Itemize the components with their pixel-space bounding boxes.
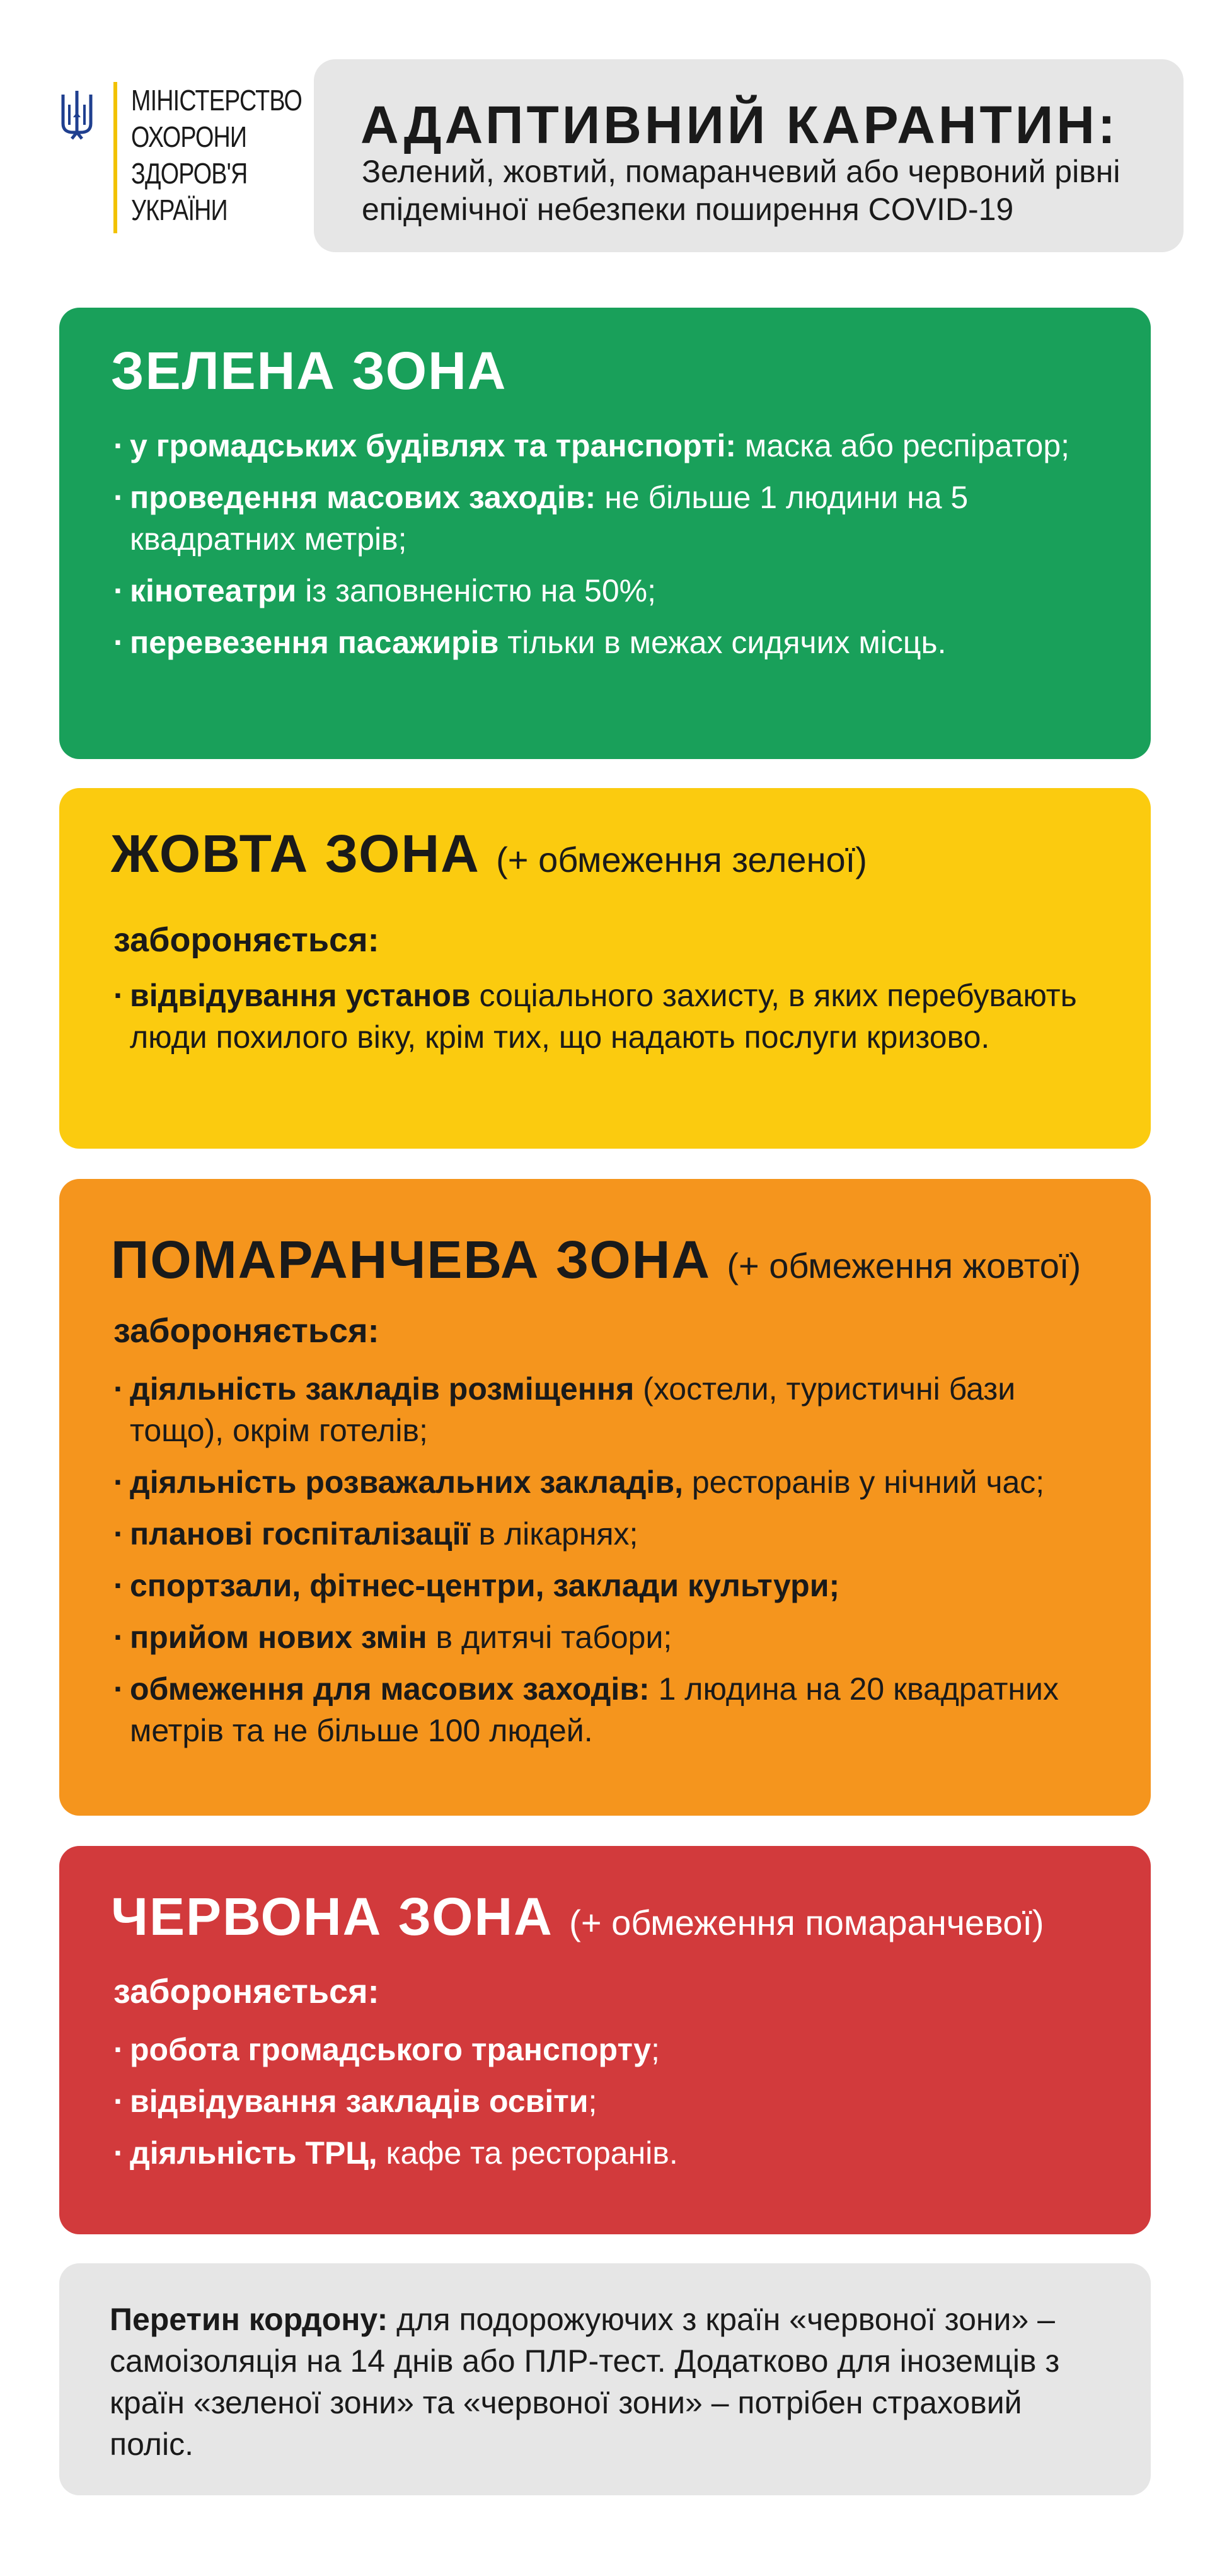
zone-title-suffix: (+ обмеження жовтої) xyxy=(727,1246,1081,1285)
ministry-name xyxy=(131,82,339,228)
bullet-icon: · xyxy=(113,480,124,515)
item-text: не більше 1 людини на 5 квадратних метрів; xyxy=(130,480,969,557)
border-crossing-label: Перетин кордону: xyxy=(110,2302,388,2337)
item-bold: обмеження для масових заходів: xyxy=(130,1671,650,1707)
item-bold: планові госпіталізації xyxy=(130,1516,470,1552)
zone-title-suffix: (+ обмеження помаранчевої) xyxy=(569,1903,1044,1942)
item-bold: спортзали, фітнес-центри, заклади культури; xyxy=(130,1568,840,1603)
item-text: ; xyxy=(650,2032,660,2067)
bullet-icon: · xyxy=(113,625,124,660)
zone-title-text: ЗЕЛЕНА ЗОНА xyxy=(111,341,507,400)
item-bold: діяльність закладів розміщення xyxy=(130,1371,635,1407)
ministry-logo xyxy=(59,82,339,233)
zone-title xyxy=(111,1886,1044,1947)
item-bold: відвідування закладів освіти xyxy=(130,2084,589,2119)
item-text: (хостели, туристичні бази тощо), окрім готелів; xyxy=(130,1371,1016,1448)
ministry-line: ОХОРОНИ xyxy=(131,120,247,153)
zone-list xyxy=(113,2029,1107,2184)
bullet-icon: · xyxy=(113,1516,124,1552)
item-text: соціального захисту, в яких перебувають люди похилого віку, крім тих, що надають послуги кризово. xyxy=(130,978,1077,1055)
page-title: АДАПТИВНИЙ КАРАНТИН: xyxy=(360,95,1119,154)
bullet-icon: · xyxy=(113,428,124,463)
zone-title xyxy=(111,1229,1081,1291)
item-bold: діяльність розважальних закладів, xyxy=(130,1465,683,1500)
green-zone-card xyxy=(59,308,1151,759)
bullet-icon: · xyxy=(113,2032,124,2067)
red-zone-card xyxy=(59,1846,1151,2234)
bullet-icon: · xyxy=(113,1671,124,1707)
item-text: 1 людина на 20 квадратних метрів та не більше 100 людей. xyxy=(130,1671,1059,1748)
zone-list xyxy=(113,975,1107,1068)
border-crossing-body: для подорожуючих з країн «червоної зони» – самоізоляція на 14 днів або ПЛР-тест. Додатково для іноземців з країн «зеленої зони» та «червоної зони» – потрібен страховий поліс. xyxy=(110,2302,1060,2462)
list-item xyxy=(113,1368,1107,1451)
item-text: в дитячі табори; xyxy=(427,1620,672,1655)
zone-title xyxy=(111,340,507,402)
header xyxy=(0,0,1210,277)
item-text: ; xyxy=(588,2084,597,2119)
title-box xyxy=(314,59,1184,252)
logo-divider xyxy=(113,82,117,233)
list-item xyxy=(113,2029,1107,2070)
ministry-line: МІНІСТЕРСТВО xyxy=(131,84,302,117)
border-crossing-card xyxy=(59,2263,1151,2495)
forbidden-label: забороняється: xyxy=(113,921,379,959)
item-bold: прийом нових змін xyxy=(130,1620,427,1655)
forbidden-label: забороняється: xyxy=(113,1973,379,2010)
bullet-icon: · xyxy=(113,1620,124,1655)
item-bold: проведення масових заходів: xyxy=(130,480,596,515)
item-bold: кінотеатри xyxy=(130,573,297,608)
ministry-line: УКРАЇНИ xyxy=(131,194,228,226)
yellow-zone-card xyxy=(59,788,1151,1149)
zone-title-suffix: (+ обмеження зеленої) xyxy=(496,840,867,879)
list-item xyxy=(113,975,1107,1058)
list-item xyxy=(113,1565,1107,1606)
trident-icon xyxy=(59,88,95,141)
item-text: ресторанів у нічний час; xyxy=(683,1465,1045,1500)
item-bold: робота громадського транспорту xyxy=(130,2032,651,2067)
bullet-icon: · xyxy=(113,1465,124,1500)
zone-title xyxy=(111,823,867,885)
item-text: тільки в межах сидячих місць. xyxy=(498,625,947,660)
list-item xyxy=(113,570,1107,612)
list-item xyxy=(113,477,1107,560)
list-item xyxy=(113,1616,1107,1658)
bullet-icon: · xyxy=(113,978,124,1013)
item-text: кафе та ресторанів. xyxy=(377,2135,678,2171)
bullet-icon: · xyxy=(113,1568,124,1603)
border-crossing-text xyxy=(110,2299,1093,2465)
orange-zone-card xyxy=(59,1179,1151,1816)
zone-list xyxy=(113,1368,1107,1761)
zone-title-text: ПОМАРАНЧЕВА ЗОНА xyxy=(111,1230,712,1289)
zone-title-text: ЖОВТА ЗОНА xyxy=(111,824,480,883)
item-bold: діяльність ТРЦ, xyxy=(130,2135,377,2171)
zone-list xyxy=(113,425,1107,673)
item-bold: у громадських будівлях та транспорті: xyxy=(130,428,736,463)
zone-title-text: ЧЕРВОНА ЗОНА xyxy=(111,1887,553,1946)
item-bold: перевезення пасажирів xyxy=(130,625,499,660)
item-text: із заповненістю на 50%; xyxy=(296,573,656,608)
bullet-icon: · xyxy=(113,2084,124,2119)
item-text: в лікарнях; xyxy=(470,1516,638,1552)
list-item xyxy=(113,622,1107,663)
list-item xyxy=(113,425,1107,467)
list-item xyxy=(113,2080,1107,2122)
list-item xyxy=(113,2132,1107,2174)
bullet-icon: · xyxy=(113,573,124,608)
bullet-icon: · xyxy=(113,2135,124,2171)
ministry-line: ЗДОРОВ'Я xyxy=(131,157,248,190)
list-item xyxy=(113,1513,1107,1555)
item-bold: відвідування установ xyxy=(130,978,471,1013)
item-text: маска або респіратор; xyxy=(736,428,1070,463)
page-subtitle: Зелений, жовтий, помаранчевий або червоний рівні епідемічної небезпеки поширення COVID-19 xyxy=(362,154,1121,227)
list-item xyxy=(113,1461,1107,1503)
bullet-icon: · xyxy=(113,1371,124,1407)
forbidden-label: забороняється: xyxy=(113,1312,379,1350)
list-item xyxy=(113,1668,1107,1751)
